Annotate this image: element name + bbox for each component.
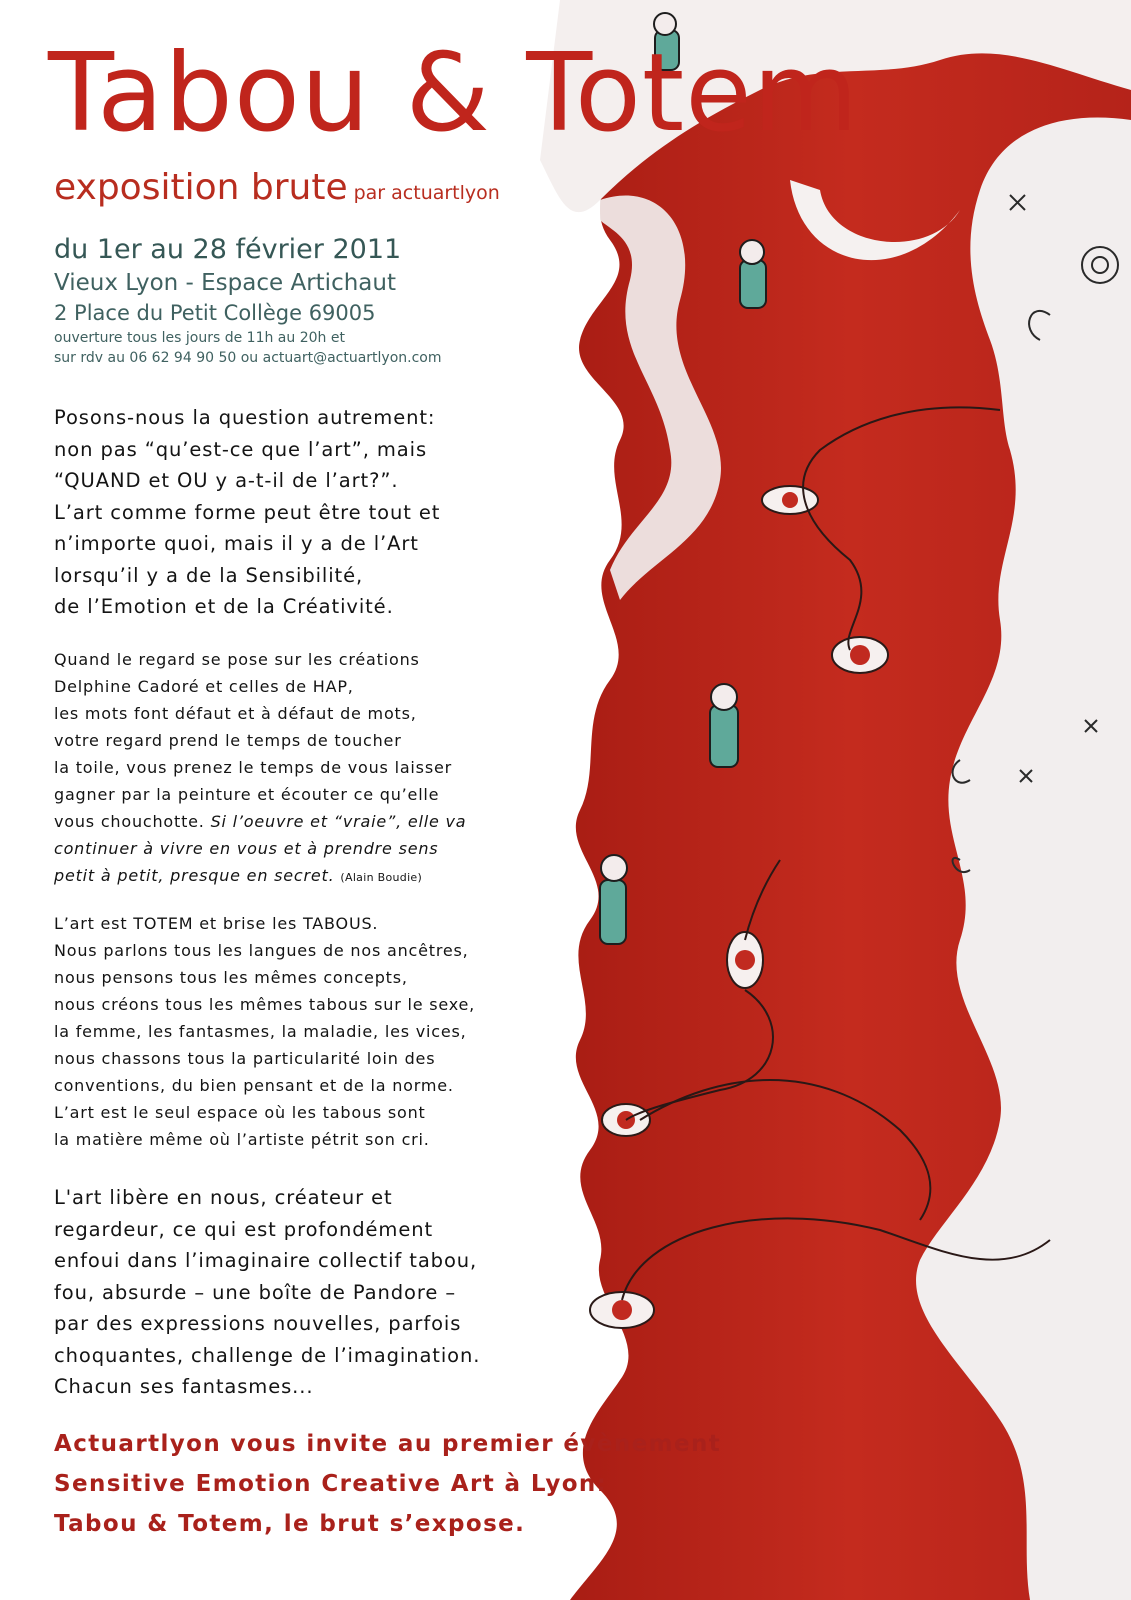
text-line: non pas “qu’est-ce que l’art”, mais: [54, 437, 428, 461]
quote-segment: Si l’oeuvre et “vraie”, elle va: [210, 812, 467, 831]
text-line: Quand le regard se pose sur les créations: [54, 650, 420, 669]
subtitle-author: par actuartlyon: [353, 182, 500, 204]
text-line: la femme, les fantasmes, la maladie, les vices,: [54, 1022, 467, 1041]
closing-invitation: [54, 1424, 721, 1544]
text-line: conventions, du bien pensant et de la norme.: [54, 1076, 454, 1095]
event-hours: ouverture tous les jours de 11h au 20h et: [54, 330, 345, 346]
paragraph-3: [54, 910, 475, 1153]
event-venue: Vieux Lyon - Espace Artichaut: [54, 270, 396, 296]
text-line: votre regard prend le temps de toucher: [54, 731, 402, 750]
closing-line: Tabou & Totem, le brut s’expose.: [54, 1511, 526, 1537]
text-line: les mots font défaut et à défaut de mots,: [54, 704, 417, 723]
text-line: Posons-nous la question autrement:: [54, 406, 436, 429]
text-line: Delphine Cadoré et celles de HAP,: [54, 677, 354, 696]
text-line: nous pensons tous les mêmes concepts,: [54, 968, 408, 987]
text-line: L’art est TOTEM et brise les TABOUS.: [54, 914, 379, 933]
quote-segment: continuer à vivre en vous et à prendre sens: [54, 839, 439, 858]
subtitle-text: exposition brute: [54, 167, 348, 208]
text-line: Nous parlons tous les langues de nos ancêtres,: [54, 941, 469, 960]
poster-subtitle: [54, 167, 500, 208]
text-line: la toile, vous prenez le temps de vous laisser: [54, 758, 452, 777]
text-line: de l’Emotion et de la Créativité.: [54, 595, 394, 618]
text-line: L’art comme forme peut être tout et: [54, 500, 441, 524]
text-line: [54, 808, 466, 835]
text-line: la matière même où l’artiste pétrit son cri.: [54, 1130, 430, 1149]
text-line: lorsqu’il y a de la Sensibilité,: [54, 563, 364, 587]
closing-line: Sensitive Emotion Creative Art à Lyon:: [54, 1471, 608, 1497]
text-line: “QUAND et OU y a-t-il de l’art?”.: [54, 469, 399, 492]
text-line: nous créons tous les mêmes tabous sur le sexe,: [54, 995, 476, 1014]
poster-title: Tabou & Totem: [48, 31, 859, 156]
text-line: fou, absurde – une boîte de Pandore –: [54, 1280, 456, 1304]
text-segment: vous chouchotte.: [54, 812, 211, 831]
event-address: 2 Place du Petit Collège 69005: [54, 301, 376, 325]
citation: (Alain Boudie): [340, 871, 423, 884]
paragraph-4: [54, 1182, 480, 1403]
text-line: L'art libère en nous, créateur et: [54, 1186, 393, 1209]
event-info: [54, 232, 442, 368]
text-line: n’importe quoi, mais il y a de l’Art: [54, 532, 419, 555]
closing-line: Actuartlyon vous invite au premier évènement: [54, 1431, 722, 1457]
event-date: du 1er au 28 février 2011: [54, 234, 402, 265]
paragraph-1: [54, 402, 440, 623]
text-line: gagner par la peinture et écouter ce qu’elle: [54, 785, 440, 804]
text-line: choquantes, challenge de l’imagination.: [54, 1343, 481, 1367]
text-line: [54, 835, 466, 862]
text-line: enfoui dans l’imaginaire collectif tabou,: [54, 1249, 478, 1272]
text-line: [54, 862, 466, 891]
text-line: Chacun ses fantasmes...: [54, 1375, 314, 1398]
event-contact: sur rdv au 06 62 94 90 50 ou actuart@actuartlyon.com: [54, 350, 442, 366]
paragraph-2: [54, 646, 466, 891]
text-line: regardeur, ce qui est profondément: [54, 1217, 434, 1241]
text-line: L’art est le seul espace où les tabous sont: [54, 1103, 426, 1122]
text-line: par des expressions nouvelles, parfois: [54, 1312, 462, 1335]
text-line: nous chassons tous la particularité loin des: [54, 1049, 436, 1068]
quote-segment: petit à petit, presque en secret.: [54, 866, 335, 885]
